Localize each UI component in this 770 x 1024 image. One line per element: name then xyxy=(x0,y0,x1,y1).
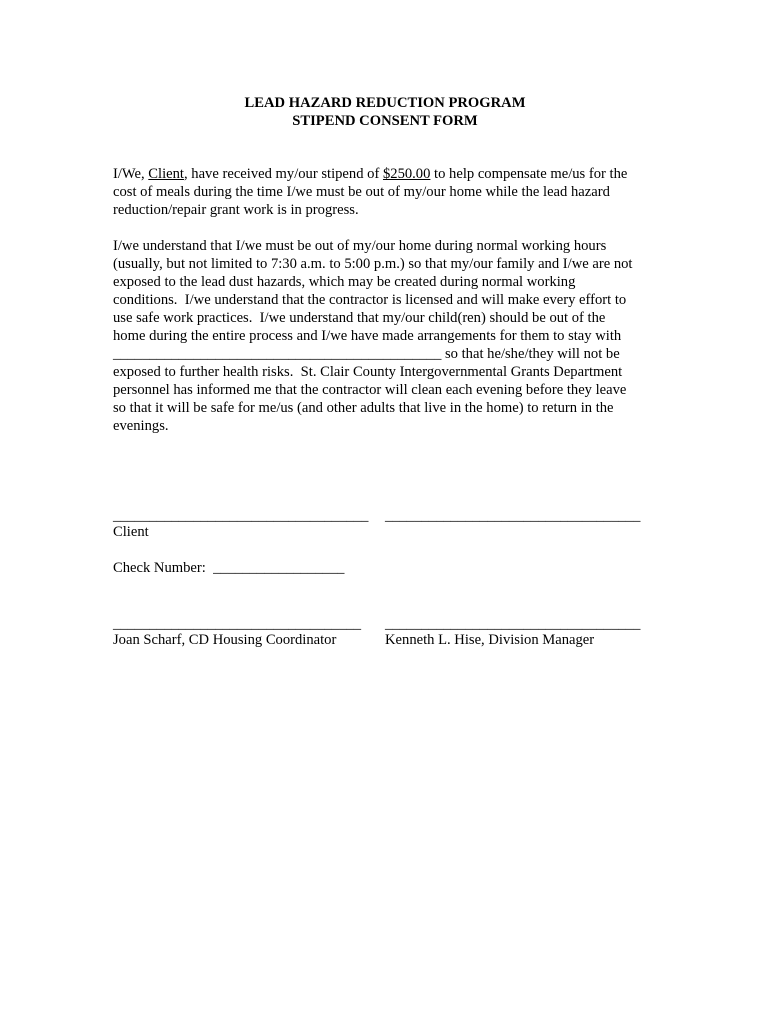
paragraph-2-line: so that it will be safe for me/us (and other adults that live in the home) to return in the xyxy=(113,400,614,416)
text: , have received my/our stipend of xyxy=(183,166,383,182)
paragraph-2-line: exposed to further health risks. St. Clair County Intergovernmental Grants Department xyxy=(113,364,623,380)
arrangement-blank-line: _____________________________________________ so that he/she/they will not be xyxy=(113,346,620,362)
paragraph-2-line: I/we understand that I/we must be out of my/our home during normal working hours xyxy=(113,238,607,254)
client-signature-line: ___________________________________ xyxy=(113,508,369,524)
text: I/We, xyxy=(113,166,149,182)
form-subtitle: STIPEND CONSENT FORM xyxy=(292,113,478,129)
paragraph-2-line: use safe work practices. I/we understand that my/our child(ren) should be out of the xyxy=(113,310,606,326)
coordinator-label: Joan Scharf, CD Housing Coordinator xyxy=(113,632,337,648)
paragraph-1-line-3: reduction/repair grant work is in progress. xyxy=(113,202,359,218)
paragraph-1-line-2: cost of meals during the time I/we must be out of my/our home while the lead hazard xyxy=(113,184,610,200)
stipend-amount: $250.00 xyxy=(382,166,431,182)
paragraph-2-line: home during the entire process and I/we have made arrangements for them to stay with xyxy=(113,328,622,344)
manager-label: Kenneth L. Hise, Division Manager xyxy=(385,632,595,648)
text: to help compensate me/us for the xyxy=(430,166,628,182)
client-label: Client xyxy=(113,524,149,540)
paragraph-2-line: (usually, but not limited to 7:30 a.m. to 5:00 p.m.) so that my/our family and I/we are not xyxy=(113,256,633,272)
manager-signature-line: ___________________________________ xyxy=(385,616,641,632)
paragraph-2-line: evenings. xyxy=(113,418,169,434)
client-name-field: Client xyxy=(148,166,184,182)
paragraph-2-line: conditions. I/we understand that the contractor is licensed and will make every effort to xyxy=(113,292,627,308)
paragraph-1-line-1 xyxy=(113,165,627,183)
coordinator-signature-line: __________________________________ xyxy=(113,616,362,632)
second-signature-line: ___________________________________ xyxy=(385,508,641,524)
form-title: LEAD HAZARD REDUCTION PROGRAM xyxy=(244,95,526,111)
paragraph-2-line: personnel has informed me that the contractor will clean each evening before they leave xyxy=(113,382,627,398)
paragraph-2-line: exposed to the lead dust hazards, which may be created during normal working xyxy=(113,274,576,290)
check-number-field: Check Number: __________________ xyxy=(113,560,345,576)
